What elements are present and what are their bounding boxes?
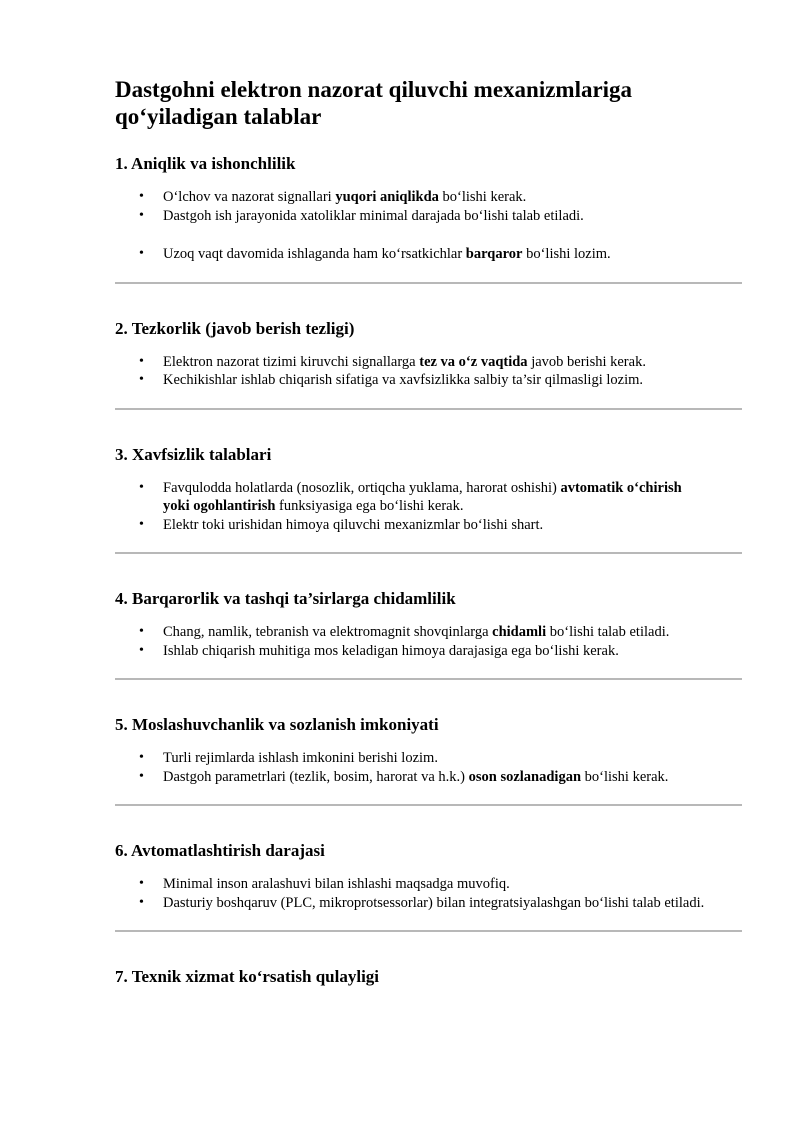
list-item: • Elektron nazorat tizimi kiruvchi signallarga tez va o‘z vaqtida javob berishi kerak. [139,353,646,370]
section-list-2 [115,353,742,390]
section-heading-6: 6. Avtomatlashtirish darajasi [115,841,325,860]
section-divider [115,678,742,680]
bullet-icon: • [139,750,144,765]
list-item: • Elektr toki urishidan himoya qiluvchi mexanizmlar bo‘lishi shart. [139,516,544,533]
bullet-icon: • [139,768,144,784]
section-heading-2: 2. Tezkorlik (javob berish tezligi) [115,318,355,338]
section-divider [115,930,742,932]
list-item: • Ishlab chiqarish muhitiga mos keladigan himoya darajasiga ega bo‘lishi kerak. [139,642,619,659]
bullet-icon: • [139,642,144,658]
section-divider [115,282,742,284]
bullet-icon: • [139,207,144,223]
bullet-icon: • [139,479,144,495]
bullet-icon: • [139,246,144,261]
section-list-3 [115,479,742,535]
section-heading-1: 1. Aniqlik va ishonchlilik [115,154,296,173]
section-list-5 [115,749,742,786]
list-item: • Minimal inson aralashuvi bilan ishlashi maqsadga muvofiq. [139,876,510,892]
section-heading-5: 5. Moslashuvchanlik va sozlanish imkoniyati [115,715,439,734]
bullet-icon: • [139,624,144,639]
list-item: • Favqulodda holatlarda (nosozlik, ortiqcha yuklama, harorat oshishi) avtomatik o‘chirish yoki ogohlantirish funksiyasiga ega bo‘lishi kerak. [139,479,682,514]
section-list-4 [115,623,742,660]
bullet-icon: • [139,372,144,387]
section-list-6 [115,875,742,912]
bullet-icon: • [139,894,144,910]
list-item: • Dastgoh parametrlari (tezlik, bosim, harorat va h.k.) oson sozlanadigan bo‘lishi kerak. [139,768,669,785]
section-divider [115,804,742,806]
section-heading-4: 4. Barqarorlik va tashqi ta’sirlarga chidamlilik [115,589,456,608]
document-title: Dastgohni elektron nazorat qiluvchi mexanizmlariga qo‘yiladigan talablar [115,77,633,129]
list-item: • Dastgoh ish jarayonida xatoliklar minimal darajada bo‘lishi talab etiladi. [139,207,584,224]
bullet-icon: • [139,353,144,369]
section-divider [115,552,742,554]
list-item: • Turli rejimlarda ishlash imkonini berishi lozim. [139,750,438,766]
list-item: • Kechikishlar ishlab chiqarish sifatiga va xavfsizlikka salbiy ta’sir qilmasligi lozim. [139,372,644,388]
document-page [115,76,742,987]
section-heading-3: 3. Xavfsizlik talablari [115,444,272,464]
section-list-1 [115,188,742,264]
list-item: • O‘lchov va nazorat signallari yuqori aniqlikda bo‘lishi kerak. [139,189,527,205]
section-divider [115,408,742,410]
bullet-icon: • [139,189,144,204]
list-item: • Dasturiy boshqaruv (PLC, mikroprotsessorlar) bilan integratsiyalashgan bo‘lishi talab etiladi. [139,894,705,911]
bullet-icon: • [139,516,144,532]
bullet-icon: • [139,876,144,891]
list-item: • Chang, namlik, tebranish va elektromagnit shovqinlarga chidamli bo‘lishi talab etiladi. [139,624,670,640]
list-item: • Uzoq vaqt davomida ishlaganda ham ko‘rsatkichlar barqaror bo‘lishi lozim. [139,246,611,262]
section-heading-7: 7. Texnik xizmat ko‘rsatish qulayligi [115,967,380,986]
